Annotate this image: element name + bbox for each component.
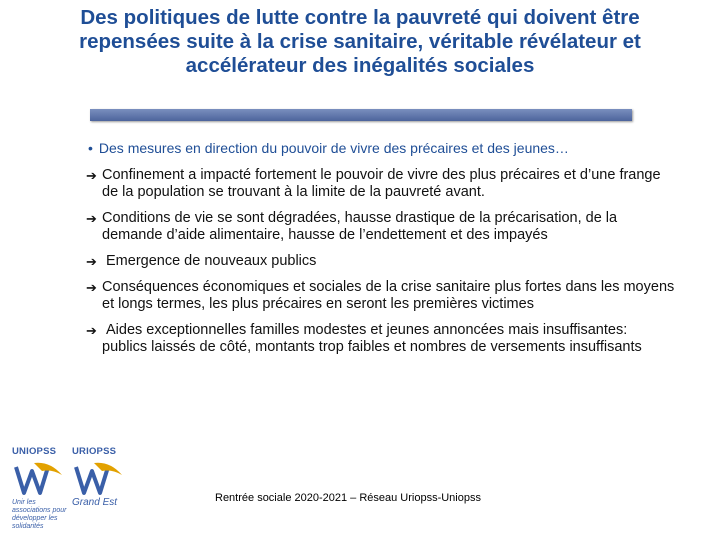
list-item [86, 322, 676, 356]
list-item [86, 167, 676, 201]
uniopss-name: UNIOPSS [12, 446, 57, 457]
intro-bullet [86, 140, 676, 156]
point-text: Confinement a impacté fortement le pouvoir de vivre des plus précaires et d’une frange de la population se trouvant à la limite de la pauvreté avant. [102, 167, 661, 200]
logos-area [12, 446, 134, 532]
point-text: Aides exceptionnelles familles modestes et jeunes annoncées mais insuffisantes: publics laissés de côté, montants trop faibles et nombres de versements insuffisants [102, 322, 642, 355]
list-item [86, 279, 676, 313]
slide-content [86, 140, 676, 365]
title-underline-bar [90, 109, 632, 121]
arrow-right-icon: ➔ [86, 168, 97, 183]
slide-title: Des politiques de lutte contre la pauvreté qui doivent être repensées suite à la crise sanitaire, véritable révélateur et accélérateur des inégalités sociales [79, 6, 641, 77]
list-item [86, 210, 676, 244]
arrow-right-icon: ➔ [86, 211, 97, 226]
point-text: Conditions de vie se sont dégradées, hausse drastique de la précarisation, de la demande d’aide alimentaire, hausse de l’endettement et des impayés [102, 210, 618, 243]
point-text: Conséquences économiques et sociales de la crise sanitaire plus fortes dans les moyens et longs termes, les plus précaires en seront les premières victimes [102, 279, 675, 312]
arrow-right-icon: ➔ [86, 323, 97, 338]
uriopss-region: Grand Est [72, 497, 118, 508]
uriopss-name: URIOPSS [72, 446, 117, 457]
arrow-right-icon: ➔ [86, 280, 97, 295]
uriopss-logo [72, 446, 128, 532]
uniopss-caption: Unir les associations pour développer les solidarités [12, 499, 67, 530]
arrow-right-icon: ➔ [86, 254, 97, 269]
bullet-dot: • [88, 140, 93, 156]
uniopss-logo [12, 446, 68, 532]
slide-footer: Rentrée sociale 2020-2021 – Réseau Uriopss-Uniopss [215, 492, 481, 504]
uriopss-logo-icon [72, 459, 128, 499]
point-text: Emergence de nouveaux publics [106, 253, 317, 269]
uniopss-logo-icon [12, 459, 68, 499]
list-item [86, 253, 676, 270]
intro-text: Des mesures en direction du pouvoir de vivre des précaires et des jeunes… [98, 140, 569, 156]
